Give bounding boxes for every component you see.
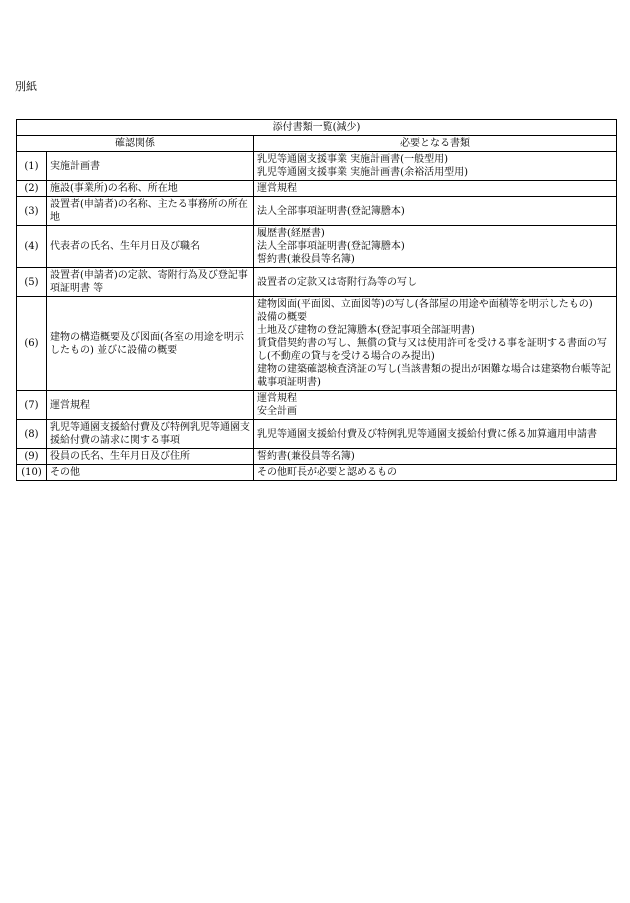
- row-item: 設置者(申請者)の定款、寄附行為及び登記事項証明書 等: [47, 268, 254, 297]
- table-row: [17, 420, 617, 449]
- table-row: [17, 391, 617, 420]
- row-documents: [254, 449, 617, 465]
- row-documents: [254, 181, 617, 197]
- document-item: 乳児等通園支援事業 実施計画書(一般型用): [257, 154, 448, 165]
- row-number: (8): [17, 420, 47, 449]
- table-row: [17, 152, 617, 181]
- table-header-row: [17, 136, 617, 152]
- row-item: 乳児等通園支援給付費及び特例乳児等通園支援給付費の請求に関する事項: [47, 420, 254, 449]
- row-number: (1): [17, 152, 47, 181]
- attachment-documents-table: [16, 119, 617, 481]
- appendix-label: 別紙: [15, 80, 37, 93]
- row-documents: [254, 197, 617, 226]
- table-body: [17, 152, 617, 481]
- table-row: [17, 449, 617, 465]
- table-row: [17, 197, 617, 226]
- document-item: その他町長が必要と認めるもの: [257, 467, 397, 478]
- document-item: 法人全部事項証明書(登記簿謄本): [257, 241, 405, 252]
- document-item: 設置者の定款又は寄附行為等の写し: [257, 276, 417, 288]
- document-item: 賃貸借契約書の写し、無償の貸与又は使用許可を受ける事を証明する書面の写し(不動産の貸与を受ける場合のみ提出): [257, 338, 607, 362]
- document-item: 安全計画: [257, 406, 297, 417]
- table-title: 添付書類一覧(減少): [17, 120, 617, 136]
- row-documents: [254, 465, 617, 481]
- row-number: (4): [17, 226, 47, 268]
- row-item: 運営規程: [47, 391, 254, 420]
- row-item: 施設(事業所)の名称、所在地: [47, 181, 254, 197]
- document-item: 乳児等通園支援給付費及び特例乳児等通園支援給付費に係る加算適用申請書: [257, 428, 597, 440]
- row-documents: [254, 297, 617, 391]
- row-number: (2): [17, 181, 47, 197]
- row-number: (7): [17, 391, 47, 420]
- table-row: [17, 465, 617, 481]
- row-number: (3): [17, 197, 47, 226]
- row-item: 代表者の氏名、生年月日及び職名: [47, 226, 254, 268]
- document-item: 建物の建築確認検査済証の写し(当該書類の提出が困難な場合は建築物台帳等記載事項証明書): [257, 364, 611, 388]
- row-documents: [254, 268, 617, 297]
- document-item: 運営規程: [257, 183, 297, 194]
- table-row: [17, 297, 617, 391]
- row-item: 役員の氏名、生年月日及び住所: [47, 449, 254, 465]
- table-title-row: [17, 120, 617, 136]
- row-documents: [254, 391, 617, 420]
- header-category: 確認関係: [17, 136, 254, 152]
- document-item: 誓約書(兼役員等名簿): [257, 451, 355, 462]
- document-item: 乳児等通園支援事業 実施計画書(余裕活用型用): [257, 167, 468, 178]
- row-item: 設置者(申請者)の名称、主たる事務所の所在地: [47, 197, 254, 226]
- row-number: (6): [17, 297, 47, 391]
- table-row: [17, 226, 617, 268]
- document-item: 設備の概要: [257, 312, 307, 323]
- table-row: [17, 181, 617, 197]
- document-item: 誓約書(兼役員等名簿): [257, 254, 355, 265]
- row-documents: [254, 226, 617, 268]
- row-number: (10): [17, 465, 47, 481]
- header-documents: 必要となる書類: [254, 136, 617, 152]
- row-number: (5): [17, 268, 47, 297]
- document-item: 運営規程: [257, 393, 297, 404]
- row-documents: [254, 152, 617, 181]
- row-item: 実施計画書: [47, 152, 254, 181]
- document-item: 土地及び建物の登記簿謄本(登記事項全部証明書): [257, 325, 475, 336]
- document-item: 建物図面(平面図、立面図等)の写し(各部屋の用途や面積等を明示したもの): [257, 299, 593, 310]
- row-documents: [254, 420, 617, 449]
- row-item: その他: [47, 465, 254, 481]
- document-item: 履歴書(経歴書): [257, 228, 325, 239]
- document-item: 法人全部事項証明書(登記簿謄本): [257, 205, 405, 217]
- row-number: (9): [17, 449, 47, 465]
- row-item: 建物の構造概要及び図面(各室の用途を明示したもの) 並びに設備の概要: [47, 297, 254, 391]
- table-row: [17, 268, 617, 297]
